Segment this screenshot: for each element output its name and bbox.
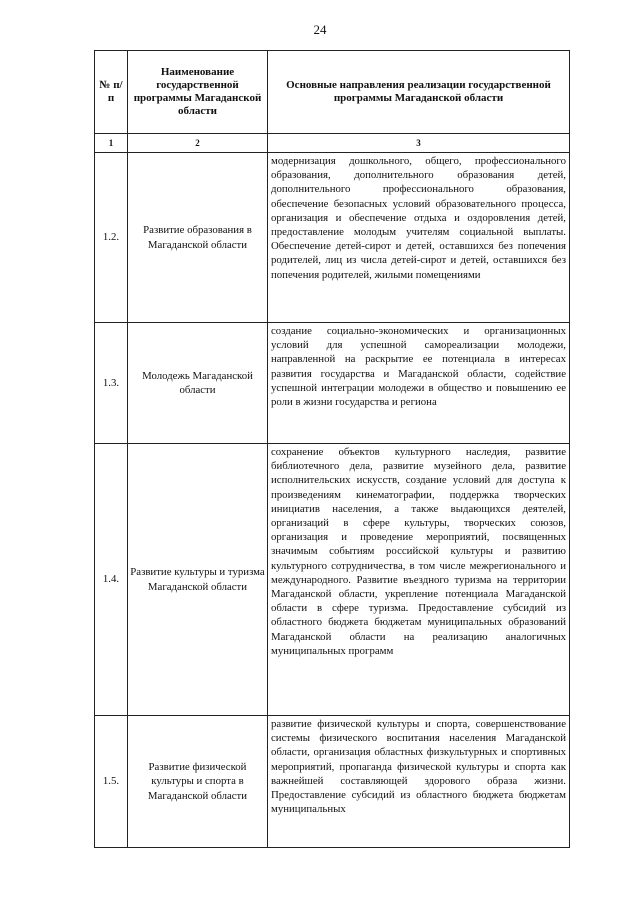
program-directions: создание социально-экономических и организационных условий для успешной самореализации молодежи, направленной на раскрытие ее потенциала в интересах развития государства и Магаданской области, содействие успешной интеграции молодежи в общество и повышению ее роли в жизни государства и региона xyxy=(268,323,570,444)
program-name: Молодежь Магаданской области xyxy=(128,323,268,444)
program-directions: сохранение объектов культурного наследия, развитие библиотечного дела, развитие музейного дела, развитие исполнительских искусств, создание условий для доступа к произведениям кинематографии, поддержка творческих инициатив населения, а также выдающихся деятелей, организаций в сфере культуры, творческих союзов, организация и проведение мероприятий, посвященных значимым событиям российской культуры и развитию культурного сотрудничества, в том числе межрегионального и международного. Развитие въездного туризма на территории Магаданской области, укрепление потенциала Магаданской области в сфере туризма. Предоставление субсидий из областного бюджета бюджетам муниципальных образований Магаданской области на реализацию аналогичных муниципальных программ xyxy=(268,444,570,716)
row-number: 1.4. xyxy=(95,444,128,716)
table-row xyxy=(95,716,570,848)
row-number: 1.5. xyxy=(95,716,128,848)
row-number: 1.3. xyxy=(95,323,128,444)
table-row xyxy=(95,323,570,444)
column-numbers-row xyxy=(95,134,570,153)
column-number: 2 xyxy=(128,134,268,153)
column-number: 3 xyxy=(268,134,570,153)
program-directions: модернизация дошкольного, общего, профессионального образования, дополнительного образования детей, дополнительного профессионального образования, обеспечение безопасных условий образовательного процесса, организация и обеспечение отдыха и оздоровления детей, предоставление молодым учителям социальной выплаты. Обеспечение детей-сирот и детей, оставшихся без попечения родителей, лиц из числа детей-сирот и детей, оставшихся без попечения родителей, жилыми помещениями xyxy=(268,153,570,323)
header-directions: Основные направления реализации государственной программы Магаданской области xyxy=(268,51,570,134)
table-header-row xyxy=(95,51,570,134)
header-num: № п/п xyxy=(95,51,128,134)
program-name: Развитие образования в Магаданской области xyxy=(128,153,268,323)
column-number: 1 xyxy=(95,134,128,153)
program-name: Развитие физической культуры и спорта в Магаданской области xyxy=(128,716,268,848)
program-name: Развитие культуры и туризма Магаданской области xyxy=(128,444,268,716)
header-program-name: Наименование государственной программы Магаданской области xyxy=(128,51,268,134)
table-row xyxy=(95,153,570,323)
programs-table xyxy=(94,50,570,848)
program-directions: развитие физической культуры и спорта, совершенствование системы физического воспитания населения Магаданской области, организация областных физкультурных и спортивных мероприятий, пропаганда физической культуры и спорта как важнейшей составляющей здорового образа жизни. Предоставление субсидий из областного бюджета бюджетам муниципальных xyxy=(268,716,570,848)
page-number: 24 xyxy=(313,22,327,37)
row-number: 1.2. xyxy=(95,153,128,323)
table-row xyxy=(95,444,570,716)
